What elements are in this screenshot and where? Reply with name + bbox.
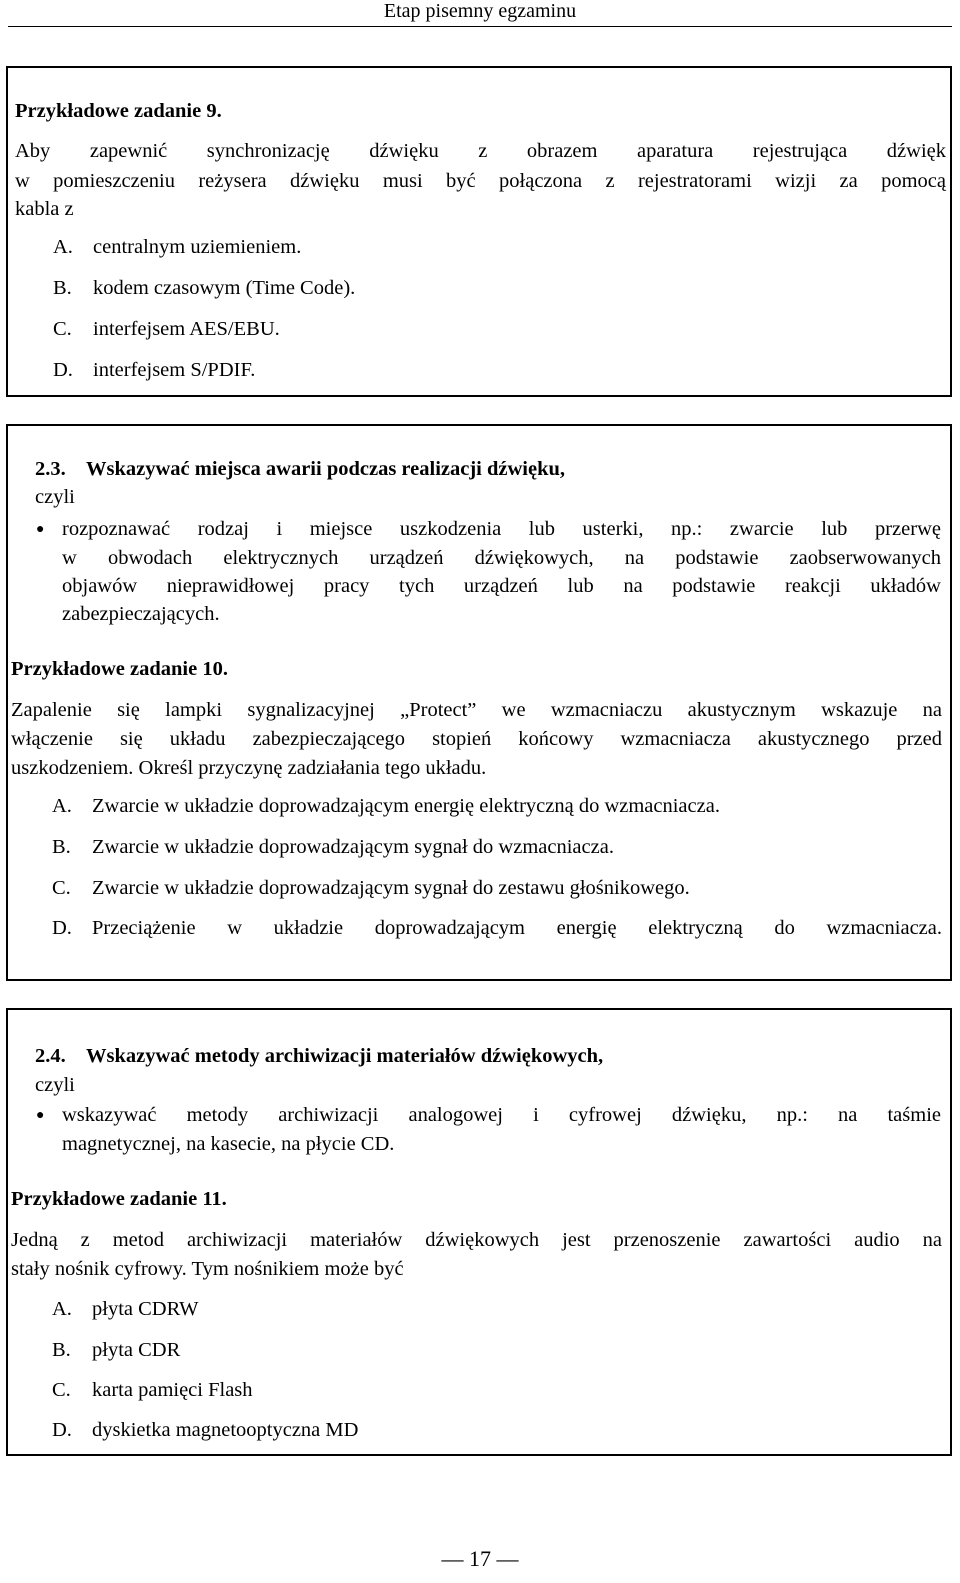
option-letter: D.	[52, 917, 72, 939]
bullet-line-2: w obwodach elektrycznych urządzeń dźwiękowych, na podstawie zaobserwowanych	[62, 547, 941, 569]
task-9-box	[6, 66, 952, 397]
task-9-option-b	[53, 274, 355, 303]
option-text: kodem czasowym (Time Code).	[93, 277, 356, 299]
task-10-option-d	[52, 914, 942, 943]
option-text: Zwarcie w układzie doprowadzającym sygnał do zestawu głośnikowego.	[92, 877, 690, 899]
task-9-question-line-1: Aby zapewnić synchronizację dźwięku z obrazem aparatura rejestrująca dźwięk	[15, 140, 946, 162]
option-text: płyta CDRW	[92, 1298, 199, 1320]
option-letter: D.	[52, 1419, 72, 1441]
task-10-heading: Przykładowe zadanie 10.	[11, 658, 228, 680]
bullet-line-4: zabezpieczających.	[62, 603, 220, 625]
option-letter: D.	[53, 359, 73, 381]
task-11-option-d	[52, 1416, 358, 1445]
section-number: 2.4.	[35, 1045, 66, 1067]
option-text: Przeciążenie w układzie doprowadzającym energię elektryczną do wzmacniacza.	[92, 917, 942, 939]
task-10-question-line-1: Zapalenie się lampki sygnalizacyjnej „Protect” we wzmacniaczu akustycznym wskazuje na	[11, 699, 942, 721]
option-letter: A.	[52, 1298, 72, 1320]
option-letter: A.	[53, 236, 73, 258]
page-header: Etap pisemny egzaminu	[383, 0, 577, 22]
option-text: karta pamięci Flash	[92, 1379, 253, 1401]
task-9-question-line-2: w pomieszczeniu reżysera dźwięku musi być połączona z rejestratorami wizji za pomocą	[15, 170, 946, 192]
task-9-question-line-3: kabla z	[15, 198, 74, 220]
option-text: płyta CDR	[92, 1339, 181, 1361]
section-czyli: czyli	[35, 486, 75, 508]
option-letter: C.	[52, 877, 71, 899]
task-11-option-a	[52, 1295, 198, 1324]
task-11-option-c	[52, 1376, 253, 1405]
option-letter: C.	[53, 318, 72, 340]
task-10-option-b	[52, 833, 614, 862]
task-9-option-a	[53, 233, 301, 262]
option-text: Zwarcie w układzie doprowadzającym energię elektryczną do wzmacniacza.	[92, 795, 720, 817]
task-10-question-line-3: uszkodzeniem. Określ przyczynę zadziałania tego układu.	[11, 757, 487, 779]
option-letter: B.	[52, 836, 71, 858]
bullet-icon: ●	[36, 522, 45, 537]
section-title: Wskazywać miejsca awarii podczas realizacji dźwięku,	[86, 458, 566, 480]
task-11-heading: Przykładowe zadanie 11.	[11, 1188, 227, 1210]
section-2-3-box	[6, 424, 952, 981]
task-9-option-c	[53, 315, 280, 344]
section-2-4-box	[6, 1008, 952, 1456]
task-11-question-line-1: Jedną z metod archiwizacji materiałów dźwiękowych jest przenoszenie zawartości audio na	[11, 1229, 942, 1251]
section-title: Wskazywać metody archiwizacji materiałów dźwiękowych,	[86, 1045, 604, 1067]
page-number: — 17 —	[441, 1546, 519, 1571]
option-letter: B.	[53, 277, 72, 299]
task-10-question-line-2: włączenie się układu zabezpieczającego stopień końcowy wzmacniacza akustycznego przed	[11, 728, 942, 750]
option-text: interfejsem S/PDIF.	[93, 359, 256, 381]
option-letter: B.	[52, 1339, 71, 1361]
task-10-option-c	[52, 874, 690, 903]
bullet-line-1: rozpoznawać rodzaj i miejsce uszkodzenia lub usterki, np.: zwarcie lub przerwę	[62, 518, 941, 540]
bullet-line-1: wskazywać metody archiwizacji analogowej i cyfrowej dźwięku, np.: na taśmie	[62, 1104, 941, 1126]
task-11-question-line-2: stały nośnik cyfrowy. Tym nośnikiem może być	[11, 1258, 404, 1280]
bullet-line-2: magnetycznej, na kasecie, na płycie CD.	[62, 1133, 395, 1155]
bullet-icon: ●	[36, 1108, 45, 1123]
option-text: Zwarcie w układzie doprowadzającym sygnał do wzmacniacza.	[92, 836, 614, 858]
option-letter: C.	[52, 1379, 71, 1401]
bullet-line-3: objawów nieprawidłowej pracy tych urządzeń lub na podstawie reakcji układów	[62, 575, 941, 597]
option-text: interfejsem AES/EBU.	[93, 318, 280, 340]
option-letter: A.	[52, 795, 72, 817]
header-rule	[8, 26, 952, 27]
task-9-option-d	[53, 356, 255, 385]
task-10-option-a	[52, 792, 720, 821]
section-number: 2.3.	[35, 458, 66, 480]
option-text: dyskietka magnetooptyczna MD	[92, 1419, 359, 1441]
option-text: centralnym uziemieniem.	[93, 236, 302, 258]
section-czyli: czyli	[35, 1074, 75, 1096]
task-9-heading: Przykładowe zadanie 9.	[15, 100, 222, 122]
task-11-option-b	[52, 1336, 180, 1365]
